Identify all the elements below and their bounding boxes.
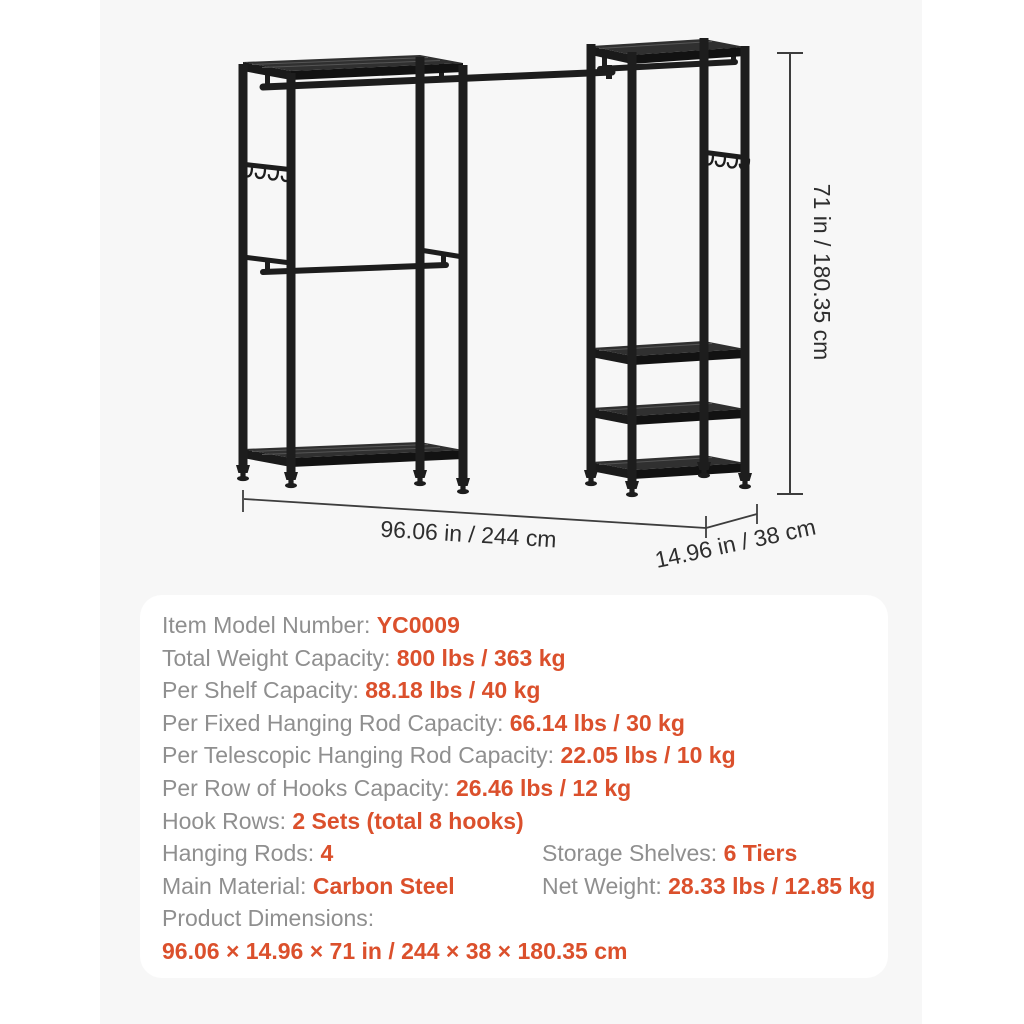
spec-row-material-weight [162, 870, 876, 903]
height-dimension-label: 71 in / 180.35 cm [809, 183, 835, 361]
spec-row-model [162, 609, 868, 642]
leveling-feet-left-unit [236, 465, 470, 494]
spec-label: Storage Shelves: [542, 840, 724, 867]
spec-label: Per Fixed Hanging Rod Capacity: [162, 709, 510, 736]
spec-value: 4 [320, 840, 334, 867]
spec-value: 96.06 × 14.96 × 71 in / 244 × 38 × 180.35 cm [162, 937, 628, 964]
spec-label: Product Dimensions: [162, 905, 375, 932]
right-rack-tower [584, 38, 752, 497]
spec-label: Per Row of Hooks Capacity: [162, 774, 457, 801]
spec-label: Total Weight Capacity: [162, 644, 397, 671]
spec-label: Net Weight: [542, 872, 669, 899]
spec-row-hooks-capacity [162, 772, 868, 805]
spec-value: 26.46 lbs / 12 kg [456, 774, 632, 801]
spec-value: 66.14 lbs / 30 kg [509, 709, 685, 736]
spec-label: Main Material: [162, 872, 313, 899]
spec-label: Per Telescopic Hanging Rod Capacity: [162, 742, 561, 769]
spec-label: Hook Rows: [162, 807, 293, 834]
spec-row-telescopic-rod-capacity [162, 739, 868, 772]
spec-value: 2 Sets (total 8 hooks) [292, 807, 524, 834]
spec-value: 6 Tiers [723, 840, 798, 867]
spec-cell-left [162, 840, 333, 866]
left-rack-unit [236, 55, 612, 494]
spec-cell-right [542, 837, 797, 870]
width-dimension [243, 490, 706, 552]
tower-shelf-3 [591, 455, 745, 479]
spec-cell-left [162, 873, 455, 899]
spec-cell-right [542, 870, 875, 903]
tower-shelf-1 [591, 341, 745, 365]
depth-dimension [653, 504, 818, 573]
spec-label: Per Shelf Capacity: [162, 677, 366, 704]
spec-row-shelf-capacity [162, 674, 868, 707]
spec-panel [140, 595, 888, 978]
spec-value: 800 lbs / 363 kg [396, 644, 566, 671]
spec-value: Carbon Steel [312, 872, 455, 899]
spec-value: 88.18 lbs / 40 kg [365, 677, 541, 704]
hook-row-left [241, 164, 294, 181]
depth-dimension-label: 14.96 in / 38 cm [652, 513, 819, 573]
top-wire-shelf [243, 55, 463, 80]
spec-value: YC0009 [376, 612, 460, 638]
spec-label: Item Model Number: [162, 612, 377, 638]
spec-value: 28.33 lbs / 12.85 kg [668, 872, 876, 899]
tower-shelf-2 [591, 401, 745, 425]
spec-row-dimensions-value [162, 935, 868, 968]
bottom-wire-shelf [243, 442, 463, 467]
spec-row-total-capacity [162, 642, 868, 675]
height-dimension [777, 53, 835, 494]
spec-row-rods-shelves [162, 837, 868, 870]
width-dimension-label: 96.06 in / 244 cm [379, 515, 558, 553]
spec-label: Hanging Rods: [162, 840, 321, 867]
spec-value: 22.05 lbs / 10 kg [560, 742, 736, 769]
spec-row-hook-rows [162, 805, 868, 838]
spec-row-dimensions-label [162, 902, 868, 935]
middle-hanging-rod [243, 250, 463, 273]
spec-row-fixed-rod-capacity [162, 707, 868, 740]
